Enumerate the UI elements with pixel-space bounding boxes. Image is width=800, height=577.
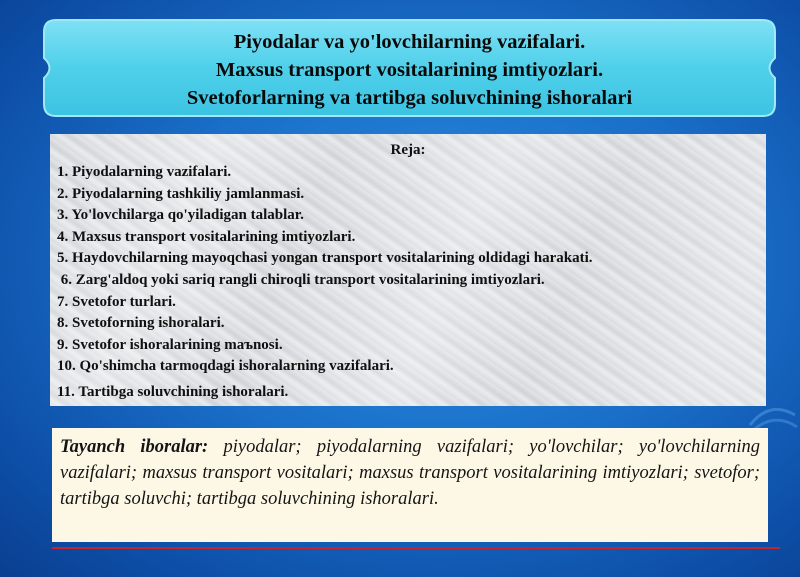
title-line-3: Svetoforlarning va tartibga soluvchining ishoralari	[186, 87, 633, 109]
title-line-1: Piyodalar va yo'lovchilarning vazifalari.	[233, 31, 586, 53]
plan-list	[57, 162, 763, 404]
key-terms-label: Tayanch iboralar:	[60, 437, 209, 457]
plan-heading: Reja:	[390, 142, 426, 158]
key-terms-text	[60, 434, 760, 512]
key-terms-box	[52, 428, 768, 542]
slide-title	[42, 28, 777, 112]
title-banner	[42, 18, 777, 118]
plan-item: 6. Zarg'aldoq yoki sariq rangli chiroqli transport vositalarining imtiyozlari.	[57, 271, 545, 288]
plan-item: 3. Yo'lovchilarga qo'yiladigan talablar.	[57, 207, 304, 224]
plan-box	[50, 134, 766, 406]
plan-item: 2. Piyodalarning tashkiliy jamlanmasi.	[57, 185, 305, 202]
key-terms-content: piyodalar; piyodalarning vazifalari; yo'lovchilar; yo'lovchilarning vazifalari; maxsus transport vositalari; maxsus transport vositalarining imtiyozlari; svetofor; tartibga soluvchi; tartibga soluvchining ishoralari.	[60, 437, 760, 509]
accent-divider	[52, 547, 780, 549]
plan-item: 10. Qo'shimcha tarmoqdagi ishoralarning vazifalari.	[57, 358, 394, 375]
title-line-2: Maxsus transport vositalarining imtiyozlari.	[215, 59, 604, 81]
plan-item: 8. Svetoforning ishoralari.	[57, 315, 225, 332]
plan-item: 9. Svetofor ishoralarining maъnosi.	[57, 336, 283, 353]
plan-item: 7. Svetofor turlari.	[57, 293, 176, 310]
plan-item: 11. Tartibga soluvchining ishoralari.	[57, 383, 289, 400]
plan-item: 5. Haydovchilarning mayoqchasi yongan transport vositalarining oldidagi harakati.	[57, 250, 593, 267]
plan-item: 1. Piyodalarning vazifalari.	[57, 164, 232, 180]
plan-item: 4. Maxsus transport vositalarining imtiyozlari.	[57, 228, 356, 245]
